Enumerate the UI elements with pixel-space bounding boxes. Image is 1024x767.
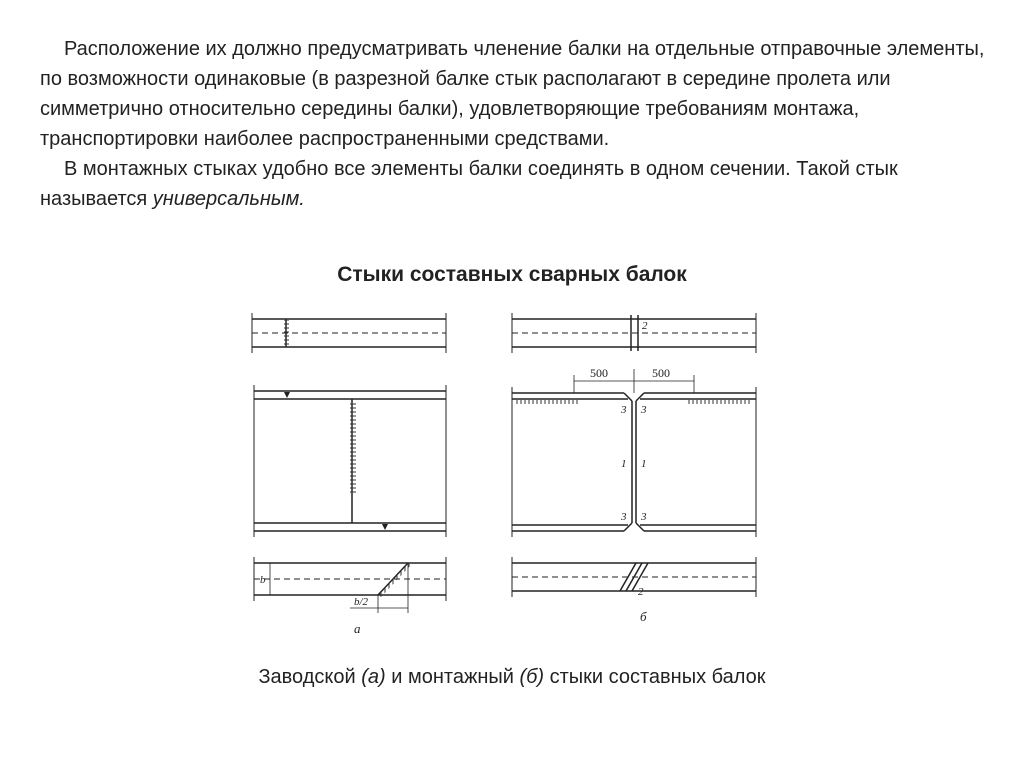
field-bottom-plan (512, 557, 756, 597)
paragraph-1: Расположение их должно предусматривать членение балки на отдельные отправочные элементы, по возможности одинаковые (в разрезной балке стык располагают в середине пролета или симметрично относительно середины балки), удовлетворяющие требованиям монтажа, транспортировки наиболее распространенными средствами. (40, 38, 985, 150)
weld-3-left-top-label: 3 (621, 404, 627, 416)
field-joint-elevation (512, 369, 756, 537)
dim-500-right-label: 500 (652, 366, 670, 380)
caption-b: (б) (519, 666, 545, 688)
factory-flange-plan (252, 313, 446, 353)
figure-caption (0, 666, 1024, 689)
weld-2-top-label: 2 (642, 320, 648, 332)
caption-a: (а) (361, 666, 386, 688)
weld-3-right-bottom-label: 3 (641, 511, 647, 523)
dim-500-left-label: 500 (590, 366, 608, 380)
label-a: а (354, 621, 361, 636)
weld-1-left-label: 1 (621, 458, 627, 470)
weld-3-right-top-label: 3 (641, 404, 647, 416)
paragraph-2 (40, 154, 990, 214)
weld-3-left-bottom-label: 3 (621, 511, 627, 523)
weld-1-right-label: 1 (641, 458, 647, 470)
dim-b-half-label: b/2 (354, 596, 369, 608)
beam-joints-figure (240, 295, 780, 645)
factory-bottom-plan (254, 557, 446, 613)
dim-b-label: b (260, 574, 266, 586)
caption-part-3: стыки составных балок (544, 666, 766, 688)
body-text (40, 34, 990, 214)
paragraph-2-text: В монтажных стыках удобно все элементы балки соединять в одном сечении. Такой стык называется (40, 158, 898, 210)
caption-part-2: и монтажный (385, 666, 520, 688)
field-flange-plan (512, 313, 756, 353)
caption-part-1: Заводской (258, 666, 362, 688)
label-b: б (640, 609, 647, 624)
section-heading: Стыки составных сварных балок (337, 263, 687, 286)
weld-2-bottom-label: 2 (638, 586, 644, 598)
paragraph-2-term: универсальным. (152, 188, 305, 210)
factory-joint-elevation (254, 385, 446, 537)
